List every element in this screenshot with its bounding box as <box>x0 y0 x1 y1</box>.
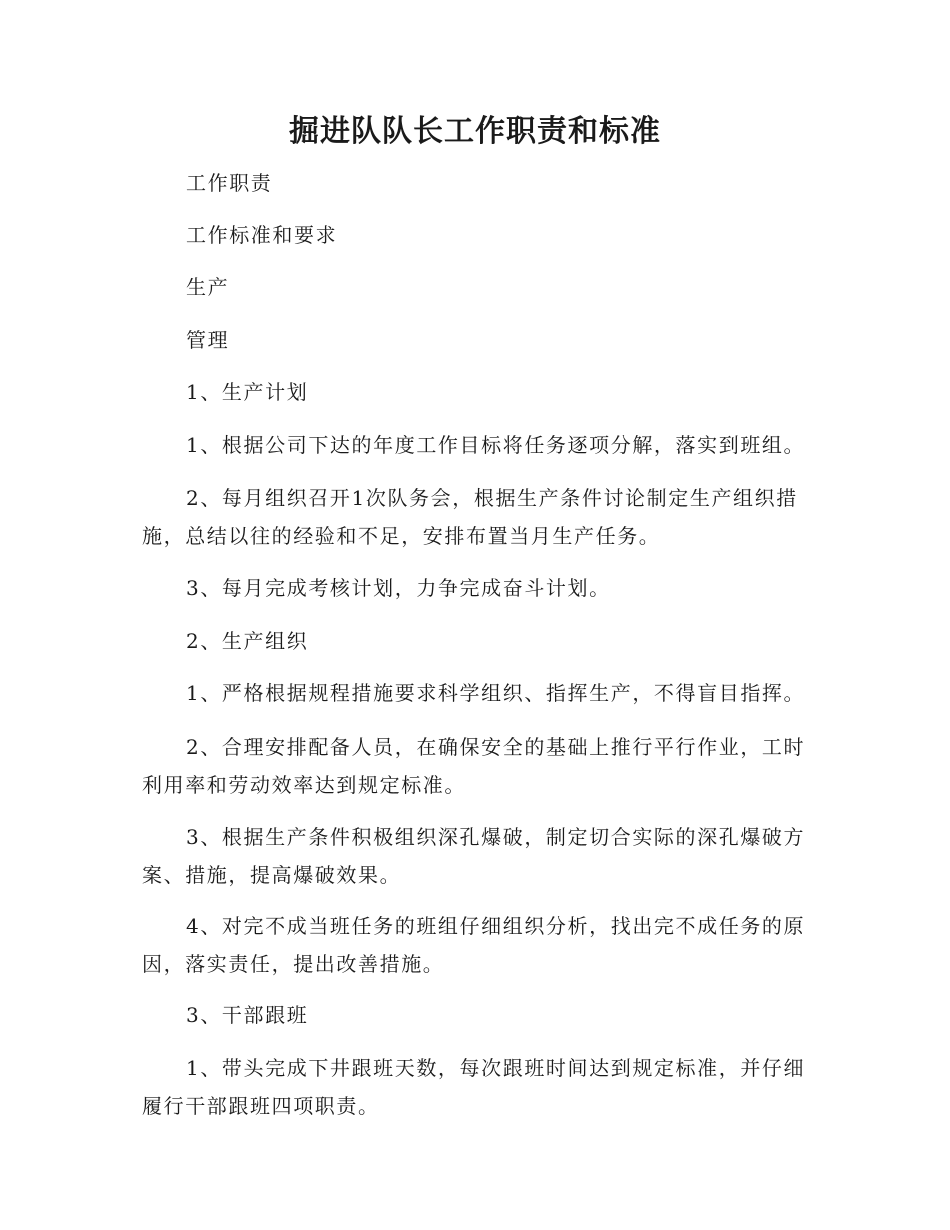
paragraph-heading-standards: 工作标准和要求 <box>186 223 338 247</box>
paragraph-organization-item-2: 2、合理安排配备人员，在确保安全的基础上推行平行作业，工时利用率和劳动效率达到规定标准。 <box>142 735 806 797</box>
paragraph-heading-production: 生产 <box>186 275 230 299</box>
paragraph-organization-item-3: 3、根据生产条件积极组织深孔爆破，制定切合实际的深孔爆破方案、措施，提高爆破效果。 <box>142 825 806 887</box>
paragraph-cadre-item-1: 1、带头完成下井跟班天数，每次跟班时间达到规定标准，并仔细履行干部跟班四项职责。 <box>142 1056 806 1118</box>
section-heading-cadre-shift: 3、干部跟班 <box>186 1003 309 1027</box>
section-heading-production-organization: 2、生产组织 <box>186 629 309 653</box>
paragraph-organization-item-4: 4、对完不成当班任务的班组仔细组织分析，找出完不成任务的原因，落实责任，提出改善措施。 <box>142 914 806 976</box>
page-title: 掘进队队长工作职责和标准 <box>289 114 661 149</box>
paragraph-organization-item-1: 1、严格根据规程措施要求科学组织、指挥生产，不得盲目指挥。 <box>186 681 806 705</box>
paragraph-plan-item-1: 1、根据公司下达的年度工作目标将任务逐项分解，落实到班组。 <box>186 433 806 457</box>
section-heading-production-plan: 1、生产计划 <box>186 380 309 404</box>
paragraph-heading-job-duties: 工作职责 <box>186 171 273 195</box>
paragraph-plan-item-3: 3、每月完成考核计划，力争完成奋斗计划。 <box>186 576 611 600</box>
paragraph-plan-item-2: 2、每月组织召开1次队务会，根据生产条件讨论制定生产组织措施，总结以往的经验和不足，安排布置当月生产任务。 <box>142 486 798 548</box>
paragraph-heading-management: 管理 <box>186 328 230 352</box>
